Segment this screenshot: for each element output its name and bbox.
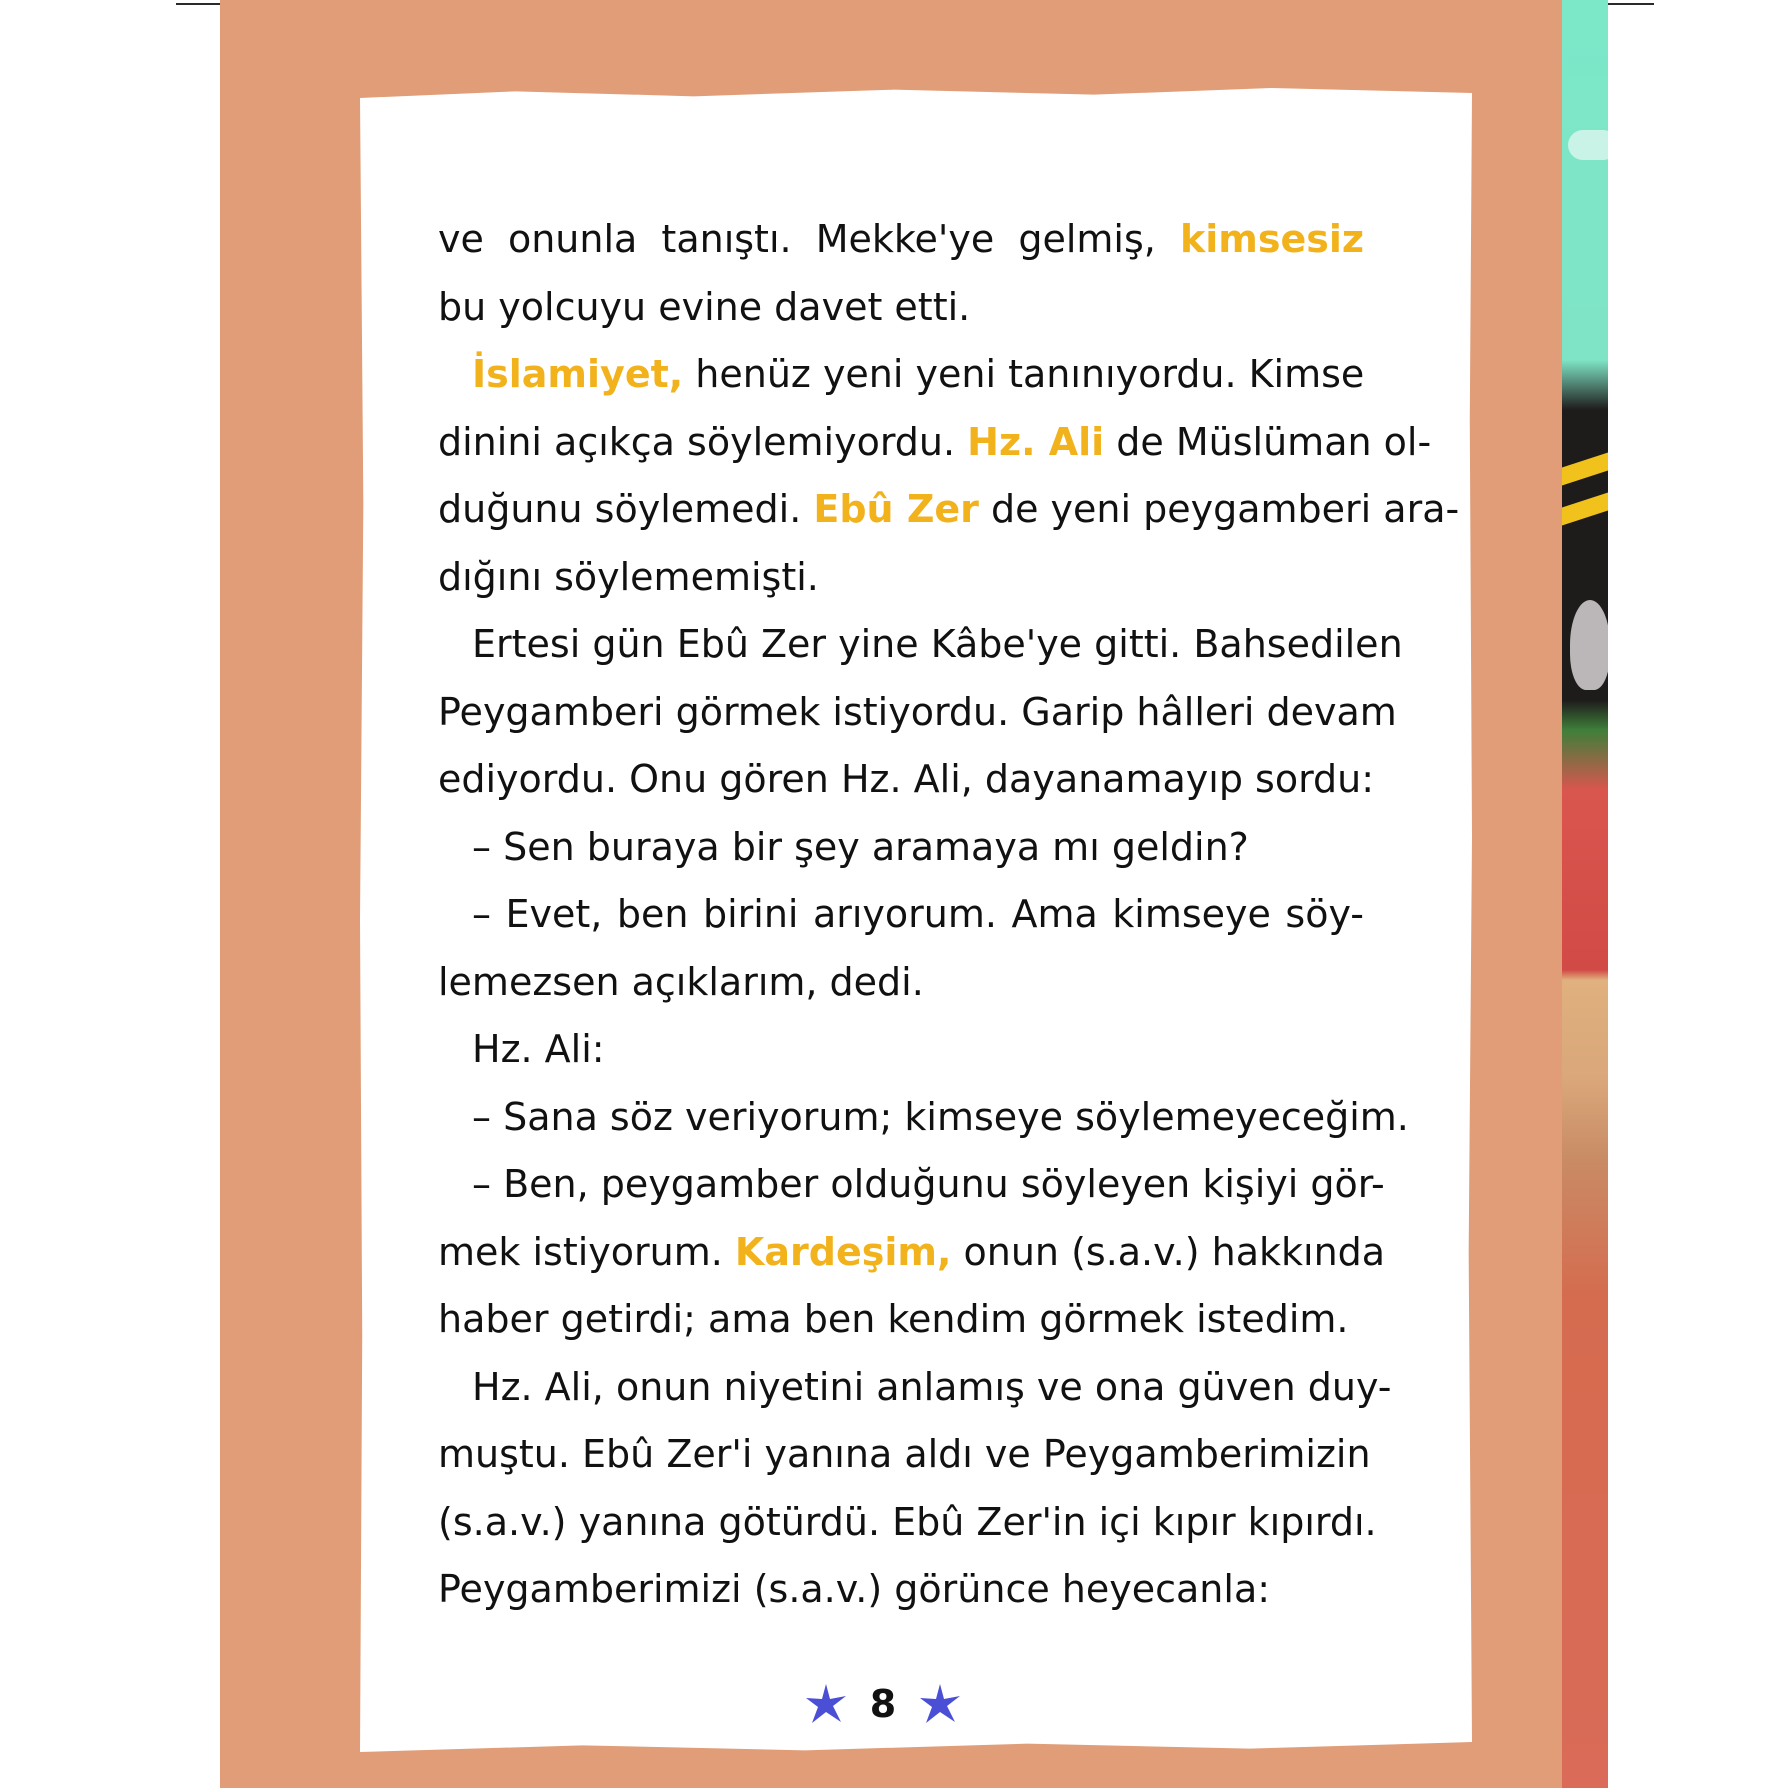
text-line: [438, 1084, 1409, 1152]
text-segment: Peygamberi görmek istiyordu. Garip hâlleri devam: [438, 689, 1397, 734]
crop-mark-left: [176, 3, 222, 5]
story-text: [438, 206, 1460, 1624]
highlighted-term: kimsesiz: [1179, 217, 1364, 261]
text-line: [438, 746, 1375, 814]
text-segment: dinini açıkça söylemiyordu.: [438, 419, 968, 464]
text-segment: Hz. Ali:: [472, 1027, 605, 1071]
text-segment: duğunu söylemedi.: [438, 487, 814, 531]
text-segment: ediyordu. Onu gören Hz. Ali, dayanamayıp sordu:: [438, 757, 1375, 801]
text-segment: lemezsen açıklarım, dedi.: [438, 959, 924, 1004]
text-segment: de yeni peygamberi ara-: [978, 487, 1460, 531]
text-segment: mek istiyorum.: [438, 1229, 735, 1274]
highlighted-term: Hz. Ali: [967, 419, 1105, 464]
text-segment: – Sen buraya bir şey aramaya mı geldin?: [472, 824, 1249, 869]
text-line: [438, 1354, 1392, 1422]
text-line: [438, 814, 1364, 882]
text-line: [438, 1556, 1364, 1624]
text-segment: de Müslüman ol-: [1104, 419, 1432, 464]
text-segment: – Evet, ben birini arıyorum. Ama kimseye söy-: [472, 892, 1364, 936]
text-line: [438, 206, 1364, 274]
text-segment: muştu. Ebû Zer'i yanına aldı ve Peygamberimizin: [438, 1432, 1371, 1476]
text-line: [438, 476, 1460, 544]
text-line: [438, 274, 1364, 342]
text-line: [438, 1219, 1386, 1287]
text-segment: Hz. Ali, onun niyetini anlamış ve ona güven duy-: [472, 1364, 1392, 1409]
text-segment: – Sana söz veriyorum; kimseye söylemeyeceğim.: [472, 1094, 1409, 1139]
page-footer: [798, 1676, 968, 1732]
text-segment: Peygamberimizi (s.a.v.) görünce heyecanla:: [438, 1567, 1271, 1611]
star-icon: [804, 1682, 848, 1726]
text-line: [438, 1421, 1371, 1489]
text-line: [438, 881, 1364, 949]
text-line: [438, 1016, 1364, 1084]
highlighted-term: Ebû Zer: [813, 487, 979, 531]
kaaba-gold-band: [1562, 493, 1608, 526]
text-segment: – Ben, peygamber olduğunu söyleyen kişiyi gör-: [472, 1162, 1385, 1206]
text-segment: (s.a.v.) yanına götürdü. Ebû Zer'in içi kıpır kıpırdı.: [438, 1499, 1377, 1544]
star-icon: [918, 1682, 962, 1726]
text-line: [438, 1151, 1385, 1219]
text-segment: dığını söylememişti.: [438, 554, 819, 599]
text-line: [438, 679, 1397, 747]
side-illustration: [1562, 0, 1608, 1788]
text-line: [438, 544, 1364, 612]
text-segment: bu yolcuyu evine davet etti.: [438, 284, 971, 329]
kaaba-gold-band: [1562, 453, 1608, 486]
text-line: [438, 611, 1403, 679]
text-line: [438, 341, 1364, 409]
text-segment: onun (s.a.v.) hakkında: [951, 1229, 1386, 1274]
text-segment: Ertesi gün Ebû Zer yine Kâbe'ye gitti. Bahsedilen: [472, 622, 1403, 666]
text-segment: haber getirdi; ama ben kendim görmek istedim.: [438, 1297, 1349, 1341]
text-segment: henüz yeni yeni tanınıyordu. Kimse: [683, 352, 1365, 396]
text-line: [438, 1489, 1377, 1557]
highlighted-term: İslamiyet,: [472, 352, 684, 396]
highlighted-term: Kardeşim,: [734, 1229, 952, 1274]
text-segment: ve onunla tanıştı. Mekke'ye gelmiş,: [438, 217, 1180, 261]
page-number: 8: [869, 1682, 897, 1726]
cloud-shape: [1568, 130, 1608, 160]
text-line: [438, 949, 1364, 1017]
crop-mark-right: [1608, 3, 1654, 5]
lantern-shape: [1570, 600, 1608, 690]
text-line: [438, 409, 1432, 477]
text-line: [438, 1286, 1364, 1354]
